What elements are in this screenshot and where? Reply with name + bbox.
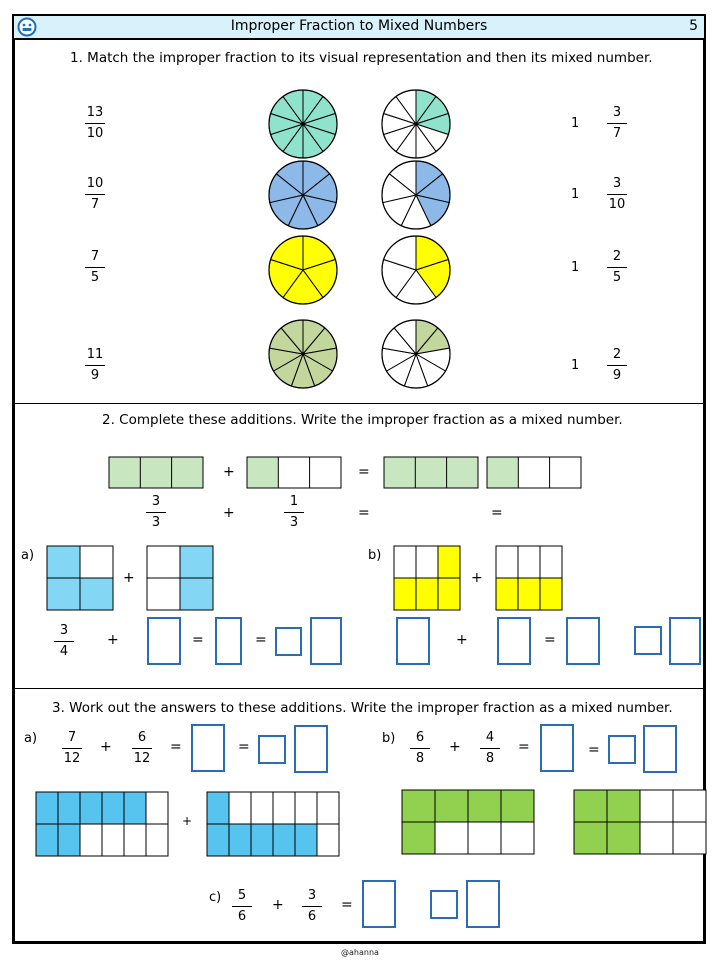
q3-instruction: 3. Work out the answers to these additions. Write the improper fraction as a mixed number. xyxy=(52,700,673,716)
q1-fraction-10-7: 10 7 xyxy=(86,176,104,212)
q1-fraction-7-5: 7 5 xyxy=(75,248,115,287)
equals-sign: = xyxy=(518,739,530,755)
q3b-grid-4-8 xyxy=(574,790,706,854)
equals-sign: = xyxy=(358,464,370,480)
q1-fraction-11-9: 11 9 xyxy=(86,347,104,383)
equals-sign: = xyxy=(255,632,267,648)
answer-box[interactable] xyxy=(362,880,396,928)
q3b-fraction-4-8: 4 8 xyxy=(470,729,510,768)
equals-sign: = xyxy=(238,739,250,755)
plus-sign: + xyxy=(107,632,119,648)
q1-fraction-13-10: 13 10 xyxy=(86,105,104,141)
equals-sign: = xyxy=(170,739,182,755)
q3-part-b-label: b) xyxy=(382,731,396,746)
page-title: Improper Fraction to Mixed Numbers xyxy=(230,18,488,34)
q3c-fraction-5-6: 5 6 xyxy=(222,887,262,926)
plus-sign: + xyxy=(272,897,284,913)
q2-part-b-label: b) xyxy=(368,548,382,563)
plus-sign: + xyxy=(471,570,483,586)
q1-mixed-fraction-2-5: 2 5 xyxy=(597,248,637,287)
q1-instruction: 1. Match the improper fraction to its visual representation and then its mixed number. xyxy=(70,50,653,66)
equals-sign: = xyxy=(491,505,503,521)
equals-sign: = xyxy=(588,742,600,758)
equals-sign: = xyxy=(358,505,370,521)
q3-part-a-label: a) xyxy=(24,731,38,746)
equals-sign: = xyxy=(341,897,353,913)
q1-mixed-whole: 1 xyxy=(571,358,580,373)
q3a-fraction-6-12: 6 12 xyxy=(133,730,151,766)
q2a-fraction-3-4: 3 4 xyxy=(44,622,84,661)
fraction-answer-box[interactable] xyxy=(466,880,500,928)
example-fraction-1-3: 1 3 xyxy=(274,493,314,532)
q3b-grid-6-8 xyxy=(402,790,534,854)
q3c-fraction-3-6: 3 6 xyxy=(292,887,332,926)
plus-sign: + xyxy=(449,739,461,755)
q2-part-a-label: a) xyxy=(21,548,35,563)
plus-sign: + xyxy=(456,632,468,648)
plus-sign: + xyxy=(123,570,135,586)
q3-part-c-label: c) xyxy=(209,890,222,905)
author-credit: @ahanna xyxy=(341,948,379,957)
plus-sign: + xyxy=(100,739,112,755)
q3a-grid-6-12 xyxy=(207,792,339,856)
q1-mixed-whole: 1 xyxy=(571,260,580,275)
equals-sign: = xyxy=(544,632,556,648)
plus-sign: + xyxy=(223,464,235,480)
q1-mixed-fraction-3-7: 3 7 xyxy=(597,104,637,143)
q3a-grid-7-12 xyxy=(36,792,168,856)
plus-sign: + xyxy=(223,505,235,521)
q3a-fraction-7-12: 7 12 xyxy=(63,730,81,766)
page-number: 5 xyxy=(689,18,698,34)
example-fraction-3-3: 3 3 xyxy=(136,493,176,532)
q3b-fraction-6-8: 6 8 xyxy=(400,729,440,768)
q1-mixed-fraction-3-10: 3 10 xyxy=(608,176,626,212)
q1-mixed-fraction-2-9: 2 9 xyxy=(597,346,637,385)
q1-mixed-whole: 1 xyxy=(571,187,580,202)
q1-mixed-whole: 1 xyxy=(571,116,580,131)
q2-instruction: 2. Complete these additions. Write the improper fraction as a mixed number. xyxy=(102,412,623,428)
whole-number-box[interactable] xyxy=(430,890,458,919)
equals-sign: = xyxy=(192,632,204,648)
plus-sign: + xyxy=(182,814,193,828)
